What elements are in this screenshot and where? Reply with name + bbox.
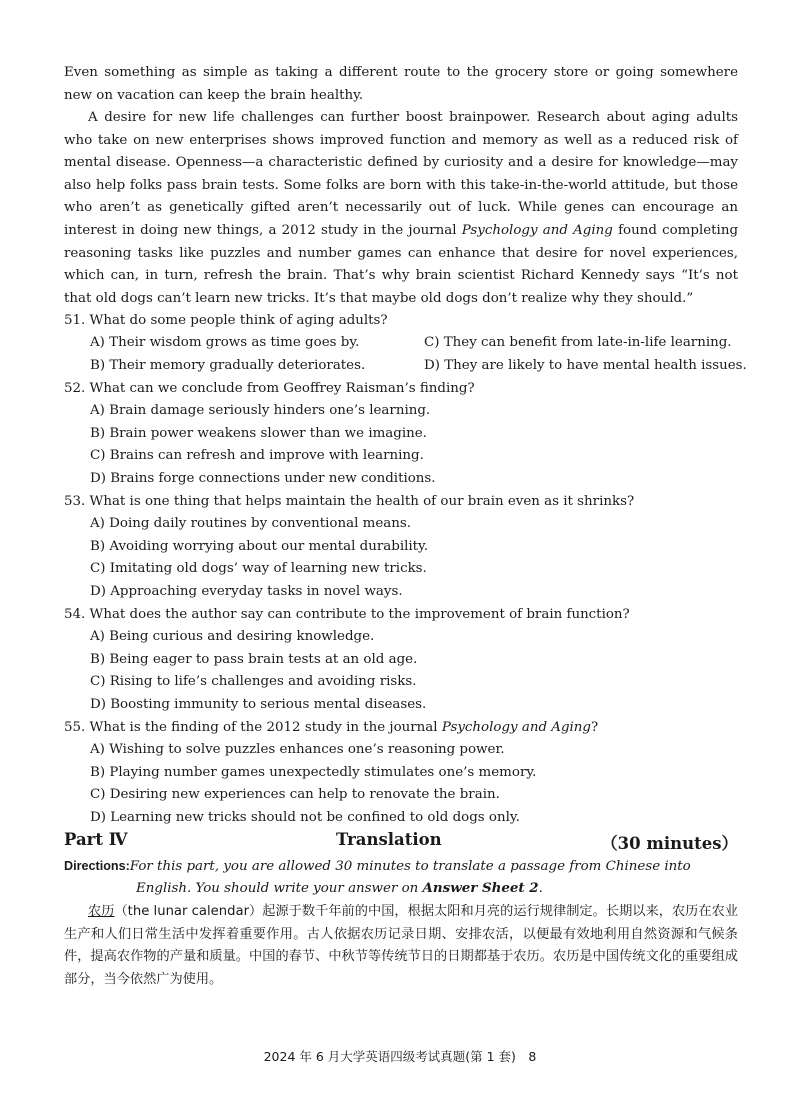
journal-title: Psychology and Aging — [461, 222, 613, 238]
directions-text-1: For this part, you are allowed 30 minutes to translate a passage from Chinese into — [129, 859, 691, 874]
question-55-option-c[interactable]: C) Desiring new experiences can help to renovate the brain. — [90, 787, 500, 802]
directions-line-2 — [136, 877, 543, 900]
part-4-header — [64, 830, 738, 856]
question-52-option-c[interactable]: C) Brains can refresh and improve with learning. — [90, 448, 424, 463]
part-4-label: Part Ⅳ — [64, 830, 128, 849]
question-51-option-b[interactable]: B) Their memory gradually deteriorates. — [90, 358, 366, 373]
question-55-stem — [64, 717, 598, 739]
translation-term: 农历 — [88, 904, 115, 919]
passage-paragraph-1: Even something as simple as taking a different route to the grocery store or going somewhere new on vacation can keep the brain healthy. — [64, 65, 738, 103]
question-52-stem: 52. What can we conclude from Geoffrey Raisman’s finding? — [64, 381, 475, 396]
question-51-stem: 51. What do some people think of aging adults? — [64, 313, 388, 328]
directions-line-1 — [64, 855, 738, 878]
translation-passage — [64, 901, 738, 991]
question-54-option-c[interactable]: C) Rising to life’s challenges and avoiding risks. — [90, 674, 417, 689]
directions-label: Directions: — [64, 859, 130, 873]
question-55-journal-title: Psychology and Aging — [441, 720, 591, 735]
page-footer: 2024 年 6 月大学英语四级考试真题(第 1 套) 8 — [263, 1049, 537, 1064]
question-54-option-b[interactable]: B) Being eager to pass brain tests at an old age. — [90, 652, 418, 667]
question-52-option-d[interactable]: D) Brains forge connections under new conditions. — [90, 471, 436, 486]
question-53-stem: 53. What is one thing that helps maintain the health of our brain even as it shrinks? — [64, 494, 635, 509]
translation-text: （the lunar calendar）起源于数千年前的中国，根据太阳和月亮的运行规律制定。长期以来，农历在农业生产和人们日常生活中发挥着重要作用。古人依据农历记录日期、安排农活，以便最有效地利用自然资源和气候条件，提高农作物的产量和质量。中国的春节、中秋节等传统节日的日期都基于农历。农历是中国传统文化的重要组成部分，当今依然广为使用。 — [64, 904, 739, 987]
question-52-option-a[interactable]: A) Brain damage seriously hinders one’s learning. — [90, 403, 431, 418]
directions-text-2: English. You should write your answer on — [136, 881, 423, 896]
question-55-option-a[interactable]: A) Wishing to solve puzzles enhances one’s reasoning power. — [90, 742, 505, 757]
question-53-option-d[interactable]: D) Approaching everyday tasks in novel ways. — [90, 584, 403, 599]
question-52-option-b[interactable]: B) Brain power weakens slower than we imagine. — [90, 426, 427, 441]
question-54-option-d[interactable]: D) Boosting immunity to serious mental diseases. — [90, 697, 427, 712]
directions-text-2-end: . — [538, 881, 543, 896]
question-51-option-c[interactable]: C) They can benefit from late-in-life learning. — [424, 335, 732, 350]
question-55-option-d[interactable]: D) Learning new tricks should not be confined to old dogs only. — [90, 810, 520, 825]
question-51-option-a[interactable]: A) Their wisdom grows as time goes by. — [90, 335, 360, 350]
question-54-stem: 54. What does the author say can contribute to the improvement of brain function? — [64, 607, 630, 622]
answer-sheet-label: Answer Sheet 2 — [422, 880, 539, 896]
question-55-stem-end: ? — [591, 720, 599, 735]
part-4-time: （30 minutes） — [601, 834, 738, 853]
passage-p2-part1: A desire for new life challenges can further boost brainpower. Research about aging adults who take on new enterprises shows improved function and memory as well as a reduced risk of mental disease. Openness—a characteristic defined by curiosity and a desire for knowledge—may also help folks pass brain tests. Some folks are born with this take-in-the-world attitude, but those who aren’t as genetically gifted aren’t necessarily out of luck. While genes can encourage an interest in doing new things, a 2012 study in the journal — [64, 110, 738, 238]
question-55-stem-text: 55. What is the finding of the 2012 study in the journal — [64, 720, 442, 735]
passage-p2-part2: found completing reasoning tasks like puzzles and number games can enhance that desire for novel experiences, which can, in turn, refresh the brain. That’s why brain scientist Richard Kennedy says “It’s not that old dogs can’t learn new tricks. It’s that maybe old dogs don’t realize why they should.” — [64, 222, 739, 306]
question-54-option-a[interactable]: A) Being curious and desiring knowledge. — [90, 629, 375, 644]
question-55-option-b[interactable]: B) Playing number games unexpectedly stimulates one’s memory. — [90, 765, 537, 780]
passage-paragraph-2 — [64, 107, 738, 310]
part-4-title: Translation — [336, 830, 442, 849]
question-53-option-a[interactable]: A) Doing daily routines by conventional means. — [90, 516, 411, 531]
question-51-option-d[interactable]: D) They are likely to have mental health issues. — [424, 358, 747, 373]
question-53-option-c[interactable]: C) Imitating old dogs’ way of learning new tricks. — [90, 561, 427, 576]
question-53-option-b[interactable]: B) Avoiding worrying about our mental durability. — [90, 539, 429, 554]
